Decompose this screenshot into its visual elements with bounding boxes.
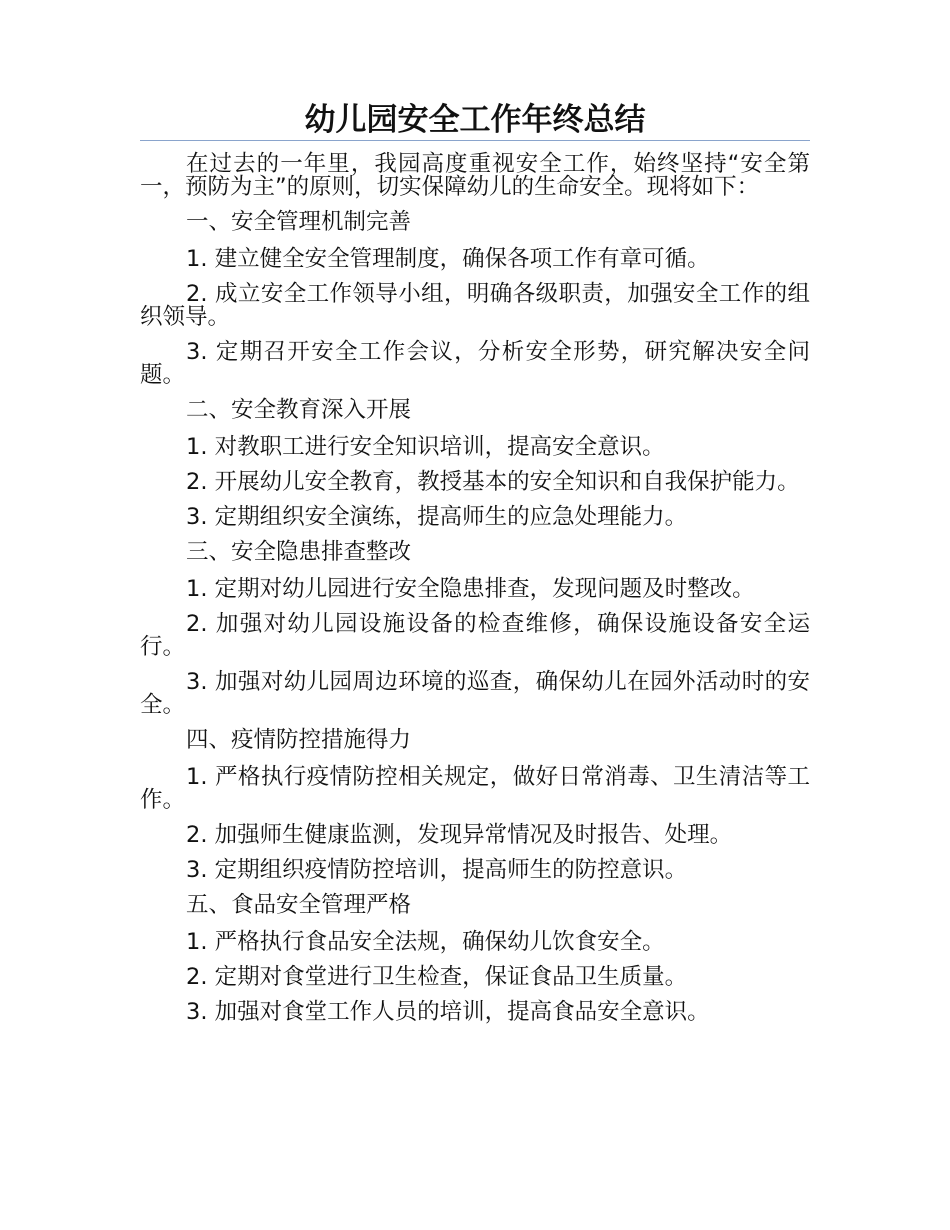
list-item: 2. 开展幼儿安全教育，教授基本的安全知识和自我保护能力。 [186,469,800,495]
list-item: 1. 建立健全安全管理制度，确保各项工作有章可循。 [186,246,710,272]
list-item: 1. 定期对幼儿园进行安全隐患排查，发现问题及时整改。 [186,576,755,602]
section-heading-2: 二、安全教育深入开展 [186,397,412,423]
list-item: 3. 定期组织安全演练，提高师生的应急处理能力。 [186,504,688,530]
list-item: 3. 定期组织疫情防控培训，提高师生的防控意识。 [186,857,688,883]
list-item: 2. 加强对幼儿园设施设备的检查维修，确保设施设备安全运行。 [140,611,810,660]
list-item: 3. 加强对幼儿园周边环境的巡查，确保幼儿在园外活动时的安全。 [140,669,810,718]
intro-paragraph: 在过去的一年里，我园高度重视安全工作，始终坚持“安全第一，预防为主”的原则，切实保障幼儿的生命安全。现将如下： [140,151,810,200]
list-item: 2. 成立安全工作领导小组，明确各级职责，加强安全工作的组织领导。 [140,281,810,330]
list-item: 1. 严格执行食品安全法规，确保幼儿饮食安全。 [186,929,665,955]
list-item: 2. 加强师生健康监测，发现异常情况及时报告、处理。 [186,822,733,848]
section-heading-1: 一、安全管理机制完善 [186,209,412,235]
section-heading-4: 四、疫情防控措施得力 [186,727,412,753]
list-item: 3. 定期召开安全工作会议，分析安全形势，研究解决安全问题。 [140,339,810,388]
list-item: 3. 加强对食堂工作人员的培训，提高食品安全意识。 [186,999,710,1025]
list-item: 1. 严格执行疫情防控相关规定，做好日常消毒、卫生清洁等工作。 [140,764,810,813]
title-underline [140,140,810,141]
list-item: 1. 对教职工进行安全知识培训，提高安全意识。 [186,434,665,460]
section-heading-5: 五、食品安全管理严格 [186,892,412,918]
section-heading-3: 三、安全隐患排查整改 [186,539,412,565]
list-item: 2. 定期对食堂进行卫生检查，保证食品卫生质量。 [186,964,688,990]
document-page [140,100,810,1036]
document-title: 幼儿园安全工作年终总结 [304,102,646,138]
